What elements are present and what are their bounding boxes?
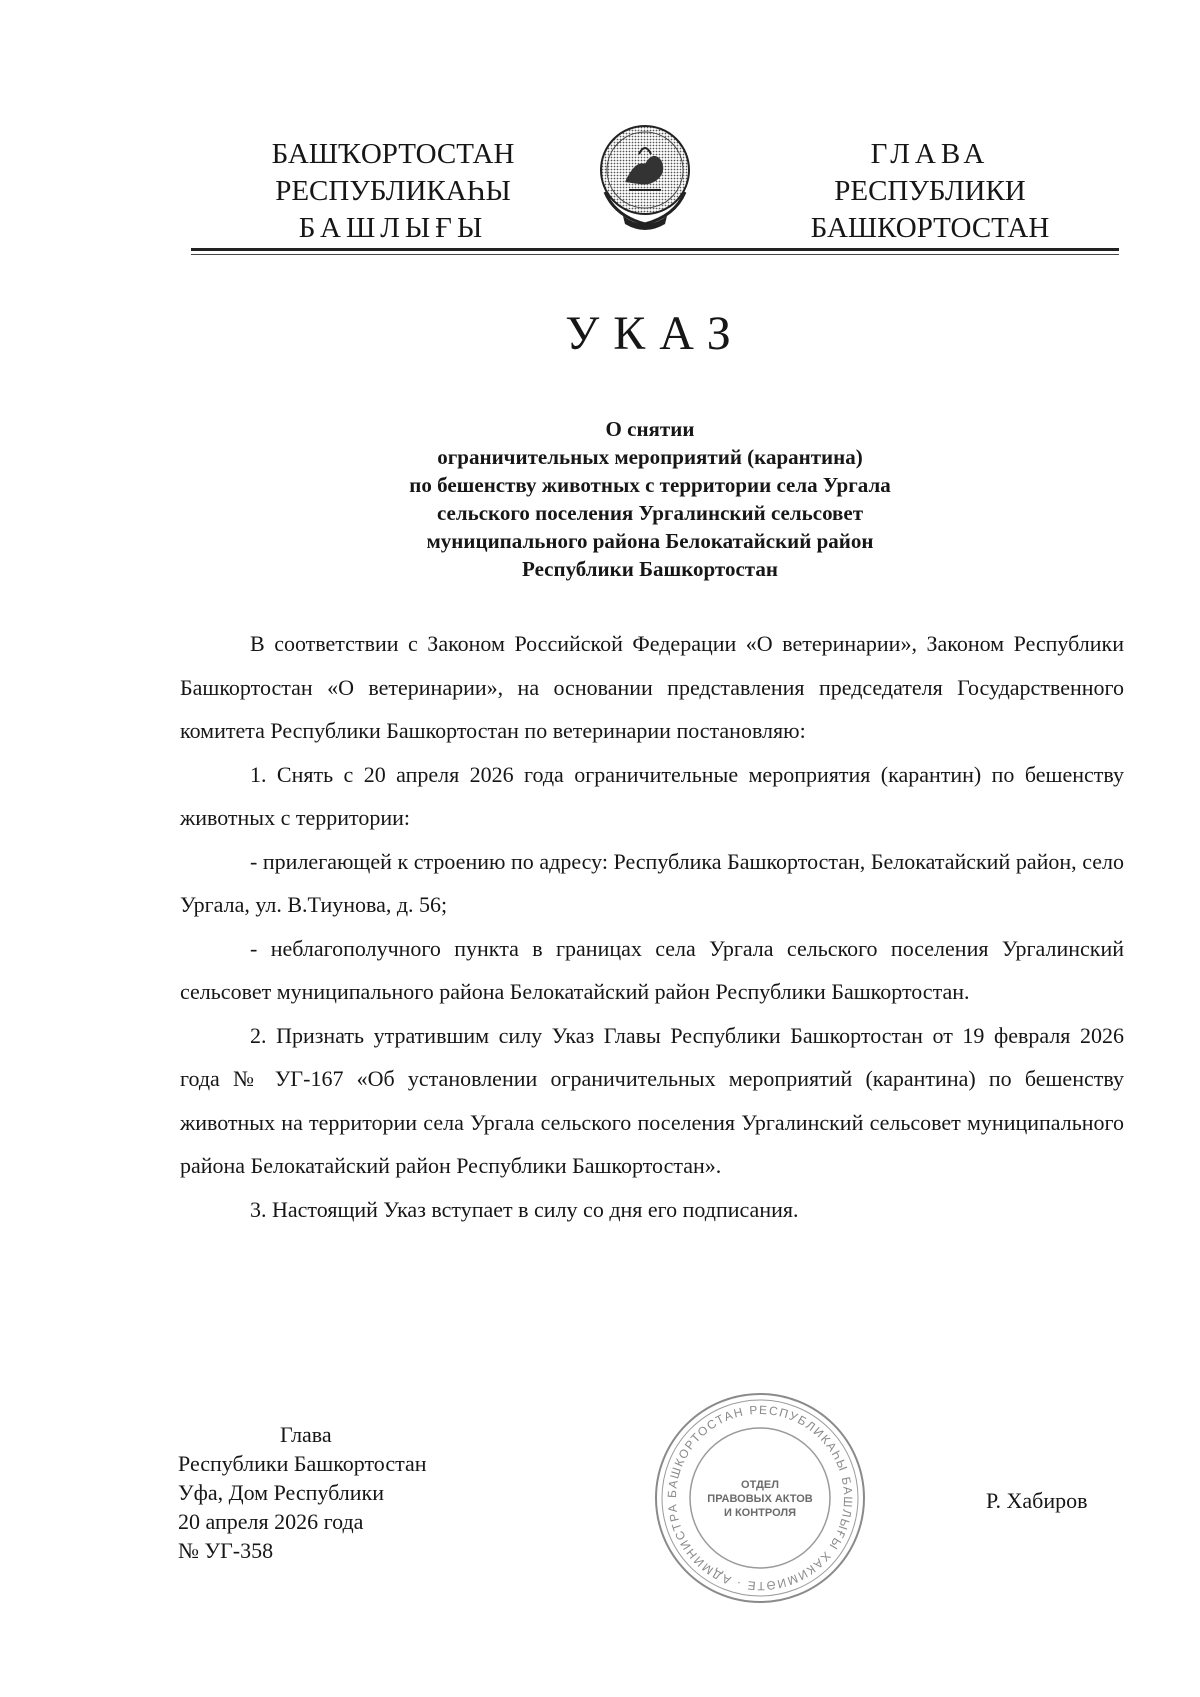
signature-role: Глава [280, 1422, 332, 1447]
header-left-line: БАШҠОРТОСТАН [271, 138, 515, 170]
subject-line: ограничительных мероприятий (карантина) [437, 445, 863, 469]
header-right-line: РЕСПУБЛИКИ [834, 175, 1026, 207]
header-right-russian [780, 136, 1080, 247]
decree-body [180, 622, 1124, 1231]
subject-line: сельского поселения Ургалинский сельсовет [436, 501, 864, 525]
body-paragraph: В соответствии с Законом Российской Федерации «О ветеринарии», Законом Республики Башкортостан «О ветеринарии», на основании представления председателя Государственного комитета Республики Башкортостан по ветеринарии постановляю: [180, 631, 1124, 743]
bashkortostan-coat-of-arms-icon [595, 120, 695, 236]
signature-date: 20 апреля 2026 года [178, 1509, 364, 1534]
stamp-line: ОТДЕЛ [741, 1479, 779, 1491]
subject-line: О снятии [605, 417, 695, 441]
stamp-center-text [652, 1478, 868, 1520]
body-paragraph: 3. Настоящий Указ вступает в силу со дня его подписания. [250, 1196, 799, 1222]
decree-subject [300, 415, 1000, 583]
stamp-ring-text: БАШКОРТОСТАН РЕСПУБЛИКАҺЫ БАШЛЫҒЫ ХАКИМИӘТЕ · АДМИНИСТРА [664, 1402, 856, 1594]
decree-title: УКАЗ [565, 307, 745, 360]
header-left-line: РЕСПУБЛИКАҺЫ [275, 175, 511, 207]
signature-block [178, 1420, 427, 1565]
header-left-line: БАШЛЫҒЫ [298, 212, 488, 244]
signature-org: Республики Башкортостан [178, 1451, 427, 1476]
official-stamp [652, 1390, 868, 1606]
header-left-bashkir [243, 136, 543, 247]
decree-number: № УГ-358 [178, 1538, 274, 1563]
body-paragraph: 2. Признать утратившим силу Указ Главы Республики Башкортостан от 19 февраля 2026 года № УГ-167 «Об установлении ограничительных мероприятий (карантина) по бешенству животных на территории села Ургала сельского поселения Ургалинский сельсовет муниципального района Белокатайский район Республики Башкортостан». [180, 1022, 1124, 1178]
signature-place: Уфа, Дом Республики [178, 1480, 384, 1505]
subject-line: Республики Башкортостан [522, 557, 778, 581]
subject-line: по бешенству животных с территории села Ургала [409, 473, 891, 497]
header-right-line: БАШКОРТОСТАН [810, 212, 1050, 244]
body-paragraph: - неблагополучного пункта в границах села Ургала сельского поселения Ургалинский сельсовет муниципального района Белокатайский район Республики Башкортостан. [180, 935, 1124, 1004]
stamp-line: И КОНТРОЛЯ [724, 1507, 796, 1519]
body-paragraph: 1. Снять с 20 апреля 2026 года ограничительные мероприятия (карантин) по бешенству животных с территории: [180, 761, 1124, 830]
header-right-line: ГЛАВА [870, 138, 990, 170]
subject-line: муниципального района Белокатайский район [426, 529, 874, 553]
signatory-name: Р. Хабиров [986, 1488, 1088, 1513]
header-divider-thin [191, 254, 1119, 255]
body-paragraph: - прилегающей к строению по адресу: Республика Башкортостан, Белокатайский район, село Ургала, ул. В.Тиунова, д. 56; [180, 848, 1124, 917]
stamp-line: ПРАВОВЫХ АКТОВ [707, 1493, 813, 1505]
header-divider-thick [191, 248, 1119, 251]
